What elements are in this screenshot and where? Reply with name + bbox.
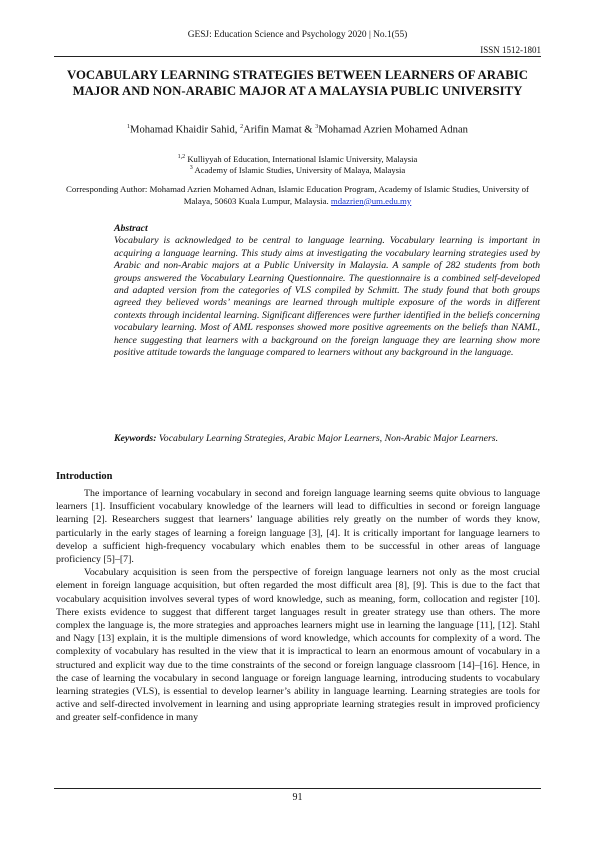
affiliation-1-text: Kulliyyah of Education, International Islamic University, Malaysia (185, 153, 418, 164)
affiliation-2 (0, 163, 595, 176)
author-1: Mohamad Khaidir Sahid, (130, 124, 241, 136)
abstract-heading: Abstract (114, 223, 148, 234)
keywords-section (114, 433, 540, 445)
author-list (0, 124, 595, 136)
page-number: 91 (292, 792, 303, 803)
affiliation-2-sup: 3 (189, 165, 193, 171)
affiliation-1-sup: 1,2 (177, 154, 186, 160)
author-2: Arifin Mamat & (243, 124, 316, 136)
abstract-section (114, 223, 540, 359)
author-3: Mohamad Azrien Mohamed Adnan (318, 124, 468, 136)
footer-rule (54, 788, 541, 789)
corresponding-author (56, 184, 539, 207)
paper-title: VOCABULARY LEARNING STRATEGIES BETWEEN LEARNERS OF ARABIC MAJOR AND NON-ARABIC MAJOR AT A MALAYSIA PUBLIC UNIVERSITY (66, 68, 529, 98)
journal-header: GESJ: Education Science and Psychology 2020 | No.1(55) (187, 30, 408, 40)
corresponding-text: Corresponding Author: Mohamad Azrien Mohamed Adnan, Islamic Education Program, Academy of Islamic Studies, University of Malaya, 50603 Kuala Lumpur, Malaysia. (66, 184, 529, 206)
introduction-heading: Introduction (56, 471, 113, 482)
affiliation-2-text: Academy of Islamic Studies, University of Malaya, Malaysia (192, 164, 406, 175)
paragraph-2: Vocabulary acquisition is seen from the perspective of foreign language learners not only as the most crucial element in foreign language acquisition, but often regarded the most difficult area [8], [9]. This is due to the fact that vocabulary acquisition involves several types of word knowledge, such as meaning, form, collocation and register [10]. There exists evidence to suggest that different target languages result in greater strategy use than others. The more complex the language is, the more strategies and approaches learners might use in learning the language [11], [12]. Stahl and Nagy [13] explain, it is the multiple dimensions of word knowledge, which accounts for complexity of a word. The complexity of vocabulary has resulted in the view that it is impractical to learn an enormous amount of vocabulary in a structured and explicit way due to the time constraints of the second or foreign language classroom [14]–[16]. Hence, in the case of learning the vocabulary in second language or foreign language learning, introducing students to vocabulary learning strategies (VLS), is essential to develop learner’s ability in language learning. Learning strategies are tools for active and self-directed involvement in learning and using appropriate learning strategies result in improved proficiency and greater self-confidence in many (56, 567, 540, 724)
keywords-text: Vocabulary Learning Strategies, Arabic Major Learners, Non-Arabic Major Learners. (156, 433, 499, 444)
header-rule (54, 56, 541, 57)
abstract-text: Vocabulary is acknowledged to be central to language learning. Vocabulary learning is important in acquiring a language learning. This study aims at investigating the vocabulary learning strategies used by Arabic and non-Arabic majors at a Public University in Malaysia. A sample of 282 students from both groups answered the Vocabulary Learning Questionnaire. The questionnaire is a combined self-developed and adapted version from the categories of VLS compiled by Schmitt. The study found that both groups agreed they believed words’ meanings are learned through multiple exposure of the words in different contexts through incidental learning. Significant differences were further identified in the beliefs concerning vocabulary learning. Most of AML responses showed more positive agreements on the beliefs than NAML, hence suggesting that learners with a background on the foreign language they are learning show more positive attitude towards the language compared to learners without any background in the language. (114, 235, 540, 359)
introduction-body (56, 487, 540, 725)
issn-label: ISSN 1512-1801 (480, 45, 541, 55)
author-3-sup: 3 (315, 124, 319, 130)
author-2-sup: 2 (240, 124, 244, 130)
email-link[interactable]: mdazrien@um.edu.my (330, 195, 412, 206)
author-1-sup: 1 (127, 124, 131, 130)
keywords-heading: Keywords: (114, 433, 157, 444)
paragraph-1: The importance of learning vocabulary in second and foreign language learning seems quite obvious to language learners [1]. Insufficient vocabulary knowledge of the learners will lead to difficulties in second or foreign language learning [2]. Researchers suggest that learners’ language abilities rely greatly on the number of words they know, particularly in the early stages of learning a foreign language [3], [4]. It is critically important for language learners to develop a sufficient high-frequency vocabulary which enables them to be successful in other areas of language proficiency [5]–[7]. (56, 488, 540, 566)
